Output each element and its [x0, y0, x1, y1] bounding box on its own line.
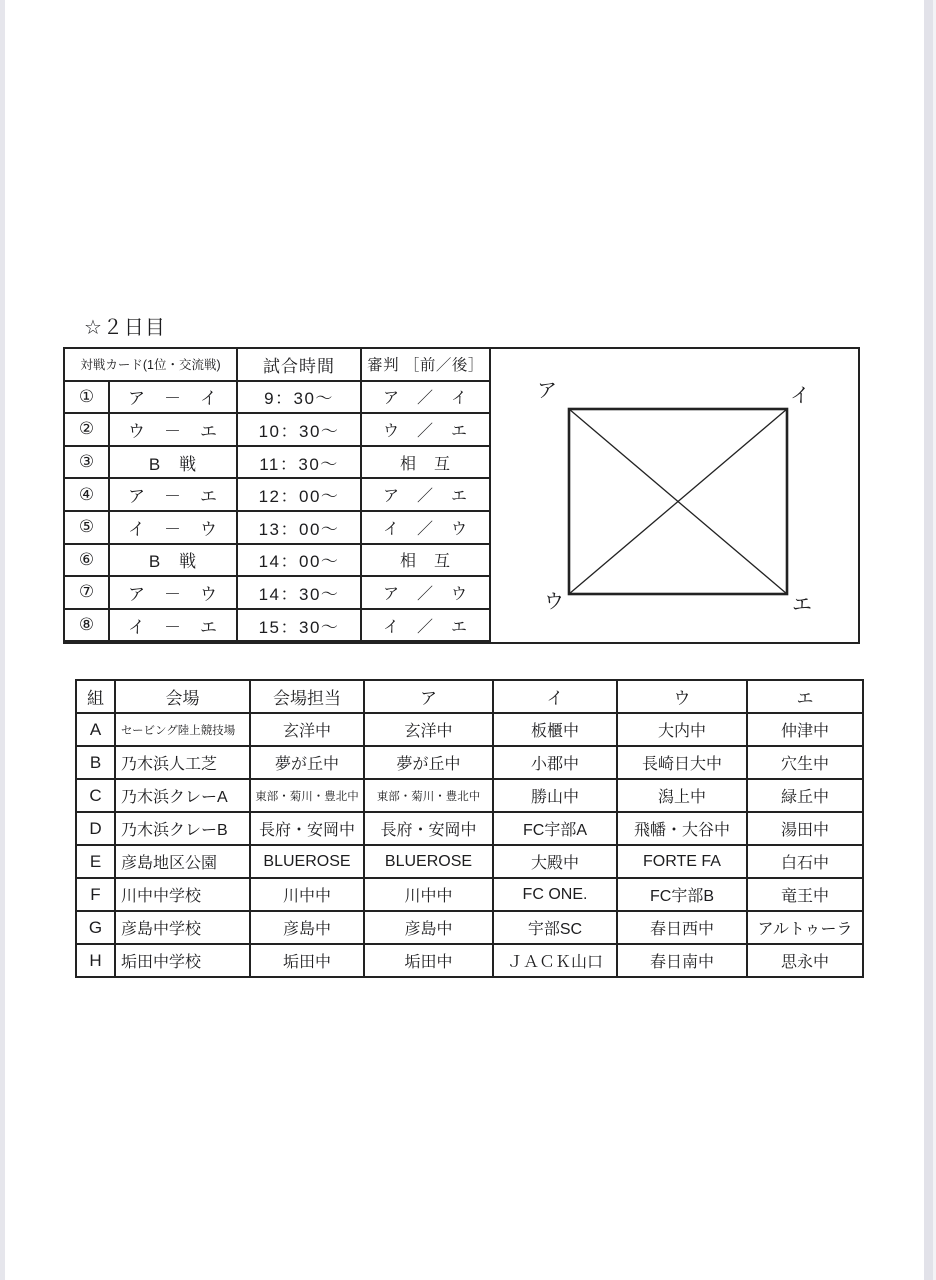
team-a: 彦島中: [364, 911, 493, 944]
group-label: A: [76, 713, 115, 746]
team-e: 思永中: [747, 944, 863, 977]
match-card: ウ － エ: [109, 413, 237, 446]
col-header-team-a: ア: [364, 680, 493, 713]
venue-name: 垢田中学校: [115, 944, 250, 977]
match-card: ア － ウ: [109, 576, 237, 609]
match-referee: 相 互: [361, 446, 490, 479]
venue-row: [76, 845, 863, 878]
col-header-team-u: ウ: [617, 680, 747, 713]
match-number: ④: [64, 478, 109, 511]
pitch-corner-label-bottom-right: エ: [792, 594, 812, 616]
match-row: [64, 413, 490, 446]
match-row: [64, 609, 490, 642]
venue-name: 乃木浜クレーA: [115, 779, 250, 812]
team-e: 穴生中: [747, 746, 863, 779]
page-left-edge: [0, 0, 5, 1280]
team-a: 垢田中: [364, 944, 493, 977]
team-i: ＪＡＣＫ山口: [493, 944, 617, 977]
match-card: B 戦: [109, 446, 237, 479]
match-row: [64, 381, 490, 414]
match-referee: イ ／ ウ: [361, 511, 490, 544]
match-number: ③: [64, 446, 109, 479]
team-i: 宇部SC: [493, 911, 617, 944]
match-row: [64, 478, 490, 511]
match-referee: ア ／ イ: [361, 381, 490, 414]
match-number: ⑦: [64, 576, 109, 609]
match-card: B 戦: [109, 544, 237, 577]
team-a: BLUEROSE: [364, 845, 493, 878]
match-card: ア － イ: [109, 381, 237, 414]
team-u: 春日南中: [617, 944, 747, 977]
venue-name: 乃木浜人工芝: [115, 746, 250, 779]
match-time: 14：00～: [237, 544, 361, 577]
team-a: 夢が丘中: [364, 746, 493, 779]
match-row: [64, 544, 490, 577]
col-header-referee: 審判 ［前／後］: [361, 348, 490, 381]
match-time: 15：30～: [237, 609, 361, 642]
team-e: 白石中: [747, 845, 863, 878]
team-a: 川中中: [364, 878, 493, 911]
match-card: イ － エ: [109, 609, 237, 642]
group-label: H: [76, 944, 115, 977]
match-number: ②: [64, 413, 109, 446]
group-label: G: [76, 911, 115, 944]
match-row: [64, 511, 490, 544]
team-e: 緑丘中: [747, 779, 863, 812]
venue-name: 彦島中学校: [115, 911, 250, 944]
venue-manager: 彦島中: [250, 911, 364, 944]
match-number: ⑥: [64, 544, 109, 577]
schedule-section: [63, 347, 860, 644]
team-i: 大殿中: [493, 845, 617, 878]
venue-name: セービング陸上競技場: [115, 713, 250, 746]
pitch-corner-label-top-left: ア: [537, 380, 557, 402]
pitch-corner-label-bottom-left: ウ: [544, 591, 564, 613]
venue-manager: BLUEROSE: [250, 845, 364, 878]
venue-row: [76, 911, 863, 944]
venue-row: [76, 779, 863, 812]
team-u: FC宇部B: [617, 878, 747, 911]
team-e: アルトゥーラ: [747, 911, 863, 944]
venue-manager: 長府・安岡中: [250, 812, 364, 845]
venue-name: 彦島地区公園: [115, 845, 250, 878]
team-i: 勝山中: [493, 779, 617, 812]
match-time: 9：30～: [237, 381, 361, 414]
venue-manager: 夢が丘中: [250, 746, 364, 779]
pitch-diagram: [489, 349, 858, 642]
match-referee: イ ／ エ: [361, 609, 490, 642]
page-right-edge: [924, 0, 933, 1280]
match-time: 13：00～: [237, 511, 361, 544]
col-header-match-card: 対戦カード(1位・交流戦): [64, 348, 237, 381]
venue-manager: 川中中: [250, 878, 364, 911]
group-label: E: [76, 845, 115, 878]
match-schedule-table: [63, 347, 491, 642]
group-label: F: [76, 878, 115, 911]
team-a: 長府・安岡中: [364, 812, 493, 845]
match-referee: ウ ／ エ: [361, 413, 490, 446]
venue-manager: 玄洋中: [250, 713, 364, 746]
match-time: 10：30～: [237, 413, 361, 446]
col-header-group: 組: [76, 680, 115, 713]
venue-table-header-row: [76, 680, 863, 713]
match-time: 14：30～: [237, 576, 361, 609]
team-i: FC宇部A: [493, 812, 617, 845]
venue-manager: 東部・菊川・豊北中: [250, 779, 364, 812]
venue-name: 乃木浜クレーB: [115, 812, 250, 845]
team-a: 玄洋中: [364, 713, 493, 746]
match-row: [64, 446, 490, 479]
match-table-header-row: [64, 348, 490, 381]
match-number: ⑧: [64, 609, 109, 642]
team-u: 潟上中: [617, 779, 747, 812]
team-u: 長崎日大中: [617, 746, 747, 779]
pitch-corner-label-top-right: イ: [790, 385, 810, 407]
team-e: 仲津中: [747, 713, 863, 746]
venue-row: [76, 878, 863, 911]
venue-row: [76, 812, 863, 845]
col-header-venue-manager: 会場担当: [250, 680, 364, 713]
match-time: 11：30～: [237, 446, 361, 479]
team-i: FC ONE.: [493, 878, 617, 911]
match-card: イ － ウ: [109, 511, 237, 544]
group-label: B: [76, 746, 115, 779]
match-row: [64, 576, 490, 609]
group-label: D: [76, 812, 115, 845]
match-referee: ア ／ エ: [361, 478, 490, 511]
venue-table: [75, 679, 864, 978]
venue-manager: 垢田中: [250, 944, 364, 977]
page-title: ☆２日目: [84, 317, 166, 339]
match-referee: 相 互: [361, 544, 490, 577]
team-u: 大内中: [617, 713, 747, 746]
team-i: 小郡中: [493, 746, 617, 779]
col-header-team-i: イ: [493, 680, 617, 713]
col-header-venue: 会場: [115, 680, 250, 713]
team-a: 東部・菊川・豊北中: [364, 779, 493, 812]
team-u: 春日西中: [617, 911, 747, 944]
match-card: ア － エ: [109, 478, 237, 511]
team-e: 湯田中: [747, 812, 863, 845]
venue-name: 川中中学校: [115, 878, 250, 911]
match-number: ①: [64, 381, 109, 414]
team-i: 板櫃中: [493, 713, 617, 746]
col-header-match-time: 試合時間: [237, 348, 361, 381]
col-header-team-e: エ: [747, 680, 863, 713]
venue-row: [76, 746, 863, 779]
match-time: 12：00～: [237, 478, 361, 511]
team-u: 飛幡・大谷中: [617, 812, 747, 845]
team-u: FORTE FA: [617, 845, 747, 878]
match-number: ⑤: [64, 511, 109, 544]
group-label: C: [76, 779, 115, 812]
venue-row: [76, 713, 863, 746]
match-referee: ア ／ ウ: [361, 576, 490, 609]
venue-row: [76, 944, 863, 977]
team-e: 竜王中: [747, 878, 863, 911]
